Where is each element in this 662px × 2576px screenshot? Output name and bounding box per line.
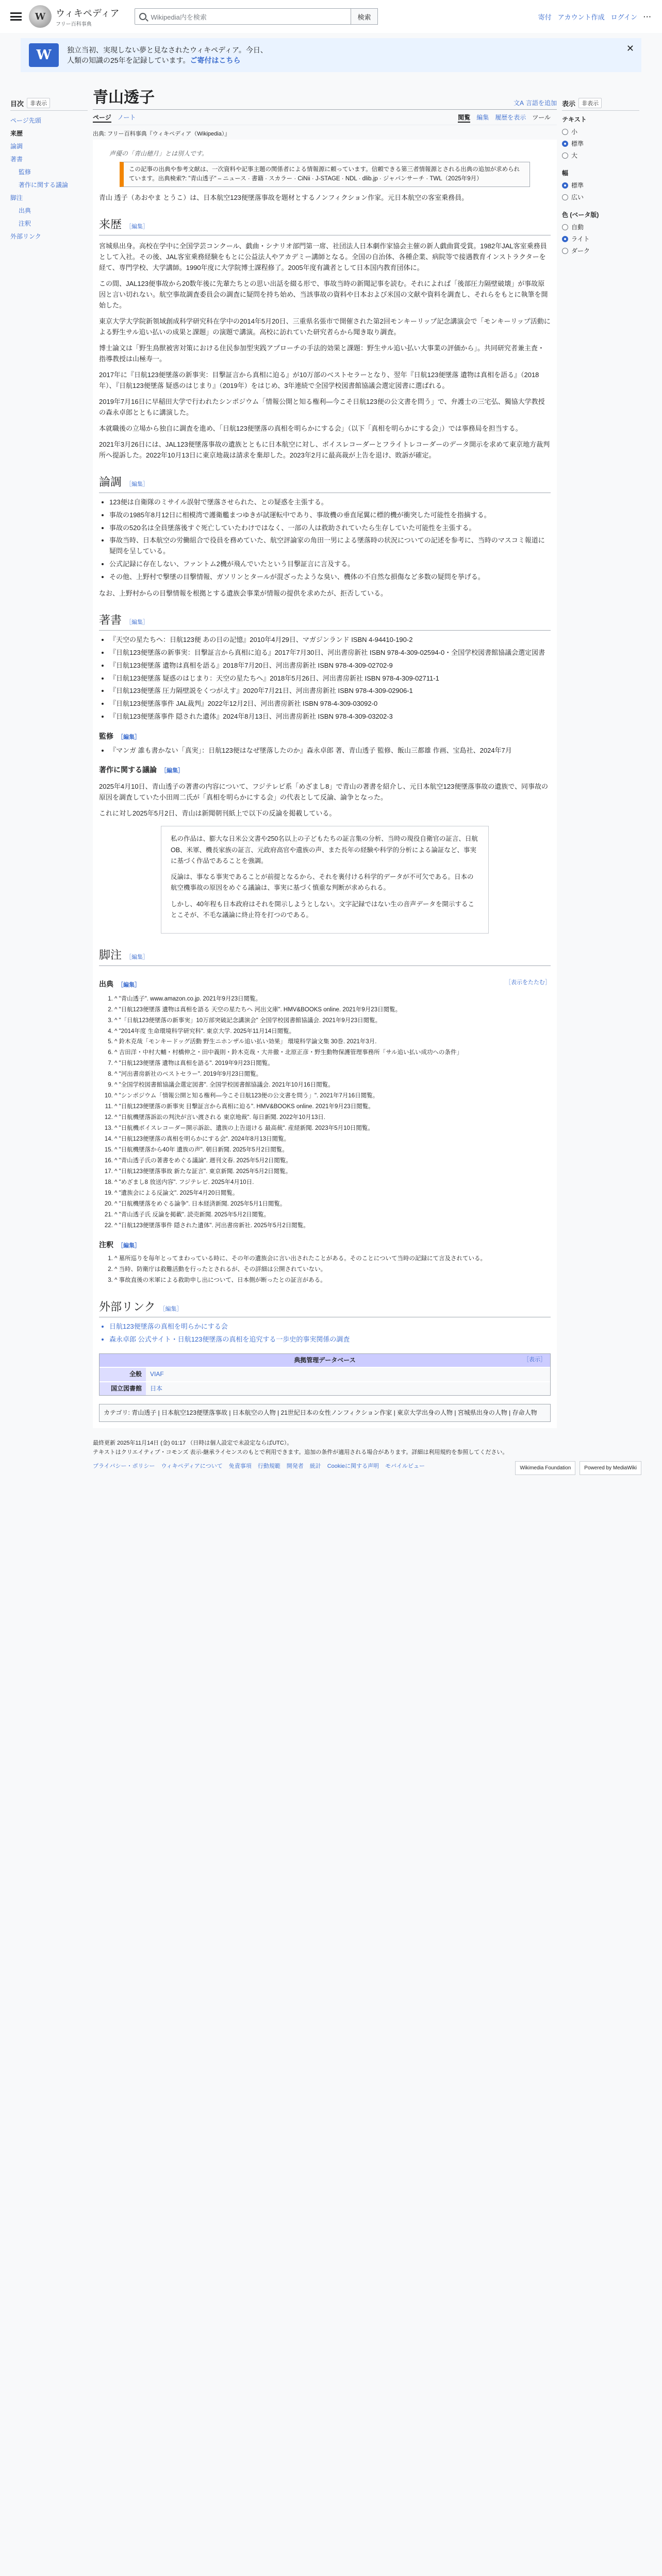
footer-link[interactable]: ウィキペディアについて: [161, 1463, 223, 1469]
reference-item: 15. ^ "日航機墜落から40年 遺族の声". 朝日新聞. 2025年5月2日閲覧。: [114, 1145, 551, 1155]
login-link[interactable]: ログイン: [610, 13, 637, 21]
book-item: • 『日航123便墜落 圧力隔壁説をくつがえす』2020年7月21日、河出書房新社 ISBN 978-4-309-02906-1: [109, 686, 551, 697]
navbox-title-text: 典拠管理データベース: [294, 1356, 356, 1364]
hatnote: 声優の「青山穂月」とは別人です。: [109, 150, 208, 157]
radio-button-icon: [562, 194, 568, 200]
section-ronchou-title: 論調: [99, 476, 122, 489]
appearance-panel: [562, 77, 639, 1428]
section-external-title: 外部リンク: [99, 1300, 156, 1313]
banner-donate-link[interactable]: ご寄付はこちら: [190, 56, 241, 64]
section-ronchou: [99, 473, 551, 493]
book-item: • 『日航123便墜落 疑惑のはじまり：天空の星たちへ』2018年5月26日、河出書房新社 ISBN 978-4-309-02711-1: [109, 673, 551, 684]
color-label: 色 (ベータ版): [562, 211, 599, 218]
radio-option[interactable]: [562, 138, 639, 149]
reference-item: 9. ^ "全国学校図書館協議会選定図書". 全国学校図書館協議会. 2021年10月16日閲覧。: [114, 1080, 551, 1090]
section-notes: [99, 946, 551, 966]
radio-label: 広い: [571, 194, 584, 201]
reference-item: 10. ^ "シンポジウム「情報公開と知る権利―今こそ日航123便の公文書を問う」". 2021年7月16日閲覧。: [114, 1091, 551, 1101]
radio-option[interactable]: [562, 245, 639, 257]
history-paragraph: 宮城県出身。高校在学中に全国学芸コンクール、戯曲・シナリオ部門第一席、社団法人日本劇作家協会主催の新人戯曲賞受賞。1982年JAL客室乗務員として入社。その後、JAL客室乗務経験をもとに公益法人やアカデミー講師となる。全国の自治体、各種企業、病院等で接遇教育インストラクターを経て、専門学校、大学講師。1990年度に大学院博士課程修了。2005年度有識者として日本国内教育団体に。: [99, 242, 547, 272]
reference-item: 6. ^ 吉田洋・中村大輔・村橋伸之・田中義則・鈴木克哉・大井徹・北原正彦・野生動物保護管理事務所「サル追い払い成功への条件」: [114, 1048, 551, 1058]
tab-tools[interactable]: ツール: [532, 114, 551, 121]
appearance-title: 表示: [562, 99, 576, 108]
collapse-refs-toggle[interactable]: ［表示をたたむ］: [505, 979, 551, 986]
toc-item[interactable]: 論調: [10, 143, 23, 150]
reference-item: 22. ^ "日航123便墜落事件 隠された遺体". 河出書房新社. 2025年5月2日閲覧。: [114, 1221, 551, 1231]
page-title: 青山透子: [93, 89, 155, 106]
history-paragraphs: [99, 241, 551, 461]
toc-item[interactable]: 著作に関する議論: [19, 181, 69, 189]
navbox-group: 国立図書館: [100, 1382, 146, 1395]
appearance-header: [562, 98, 639, 111]
history-paragraph: 博士論文は「野生鳥獣被害対策における住民参加型実践アプローチの手法的効果と課題：野生サル追い払い大事業の評価から」。共同研究者兼主査・指導教授は山極寿一。: [99, 344, 544, 363]
edit-section-link[interactable]: ［編集］: [126, 223, 149, 230]
site-footer: [93, 1438, 641, 1496]
edit-section-link[interactable]: ［編集］: [161, 768, 184, 774]
main-menu-icon[interactable]: [10, 12, 22, 21]
navbox-title: [100, 1354, 550, 1367]
page-source-line: 出典: フリー百科事典『ウィキペディア（Wikipedia）』: [93, 131, 230, 137]
section-history-title: 来歴: [99, 217, 122, 231]
section-giron: [99, 764, 551, 776]
reference-item: 18. ^ "めざまし8 放送内容". フジテレビ. 2025年4月10日.: [114, 1178, 551, 1188]
text-size-option: [562, 115, 639, 161]
license-text: テキストはクリエイティブ・コモンズ 表示-継承ライセンスのもとで利用できます。追加の条件が適用される場合があります。詳細は利用規約を参照してください。: [93, 1449, 508, 1456]
sources-warning-box: この記事の出典や参考文献は、一次資料や記事主題の関係者による情報源に頼っています。信頼できる第三者情報源とされる出典の追加が求められています。出典検索?: "青山透子" – ニュース · 書籍 · スカラー · CiNii · J-STAGE · NDL · dlib.jp · ジャパンサーチ · TWL（2025年9月）: [120, 162, 530, 187]
section-chuushaku-title: 注釈: [99, 1240, 113, 1249]
color-option: [562, 210, 639, 257]
tab-page[interactable]: ページ: [93, 113, 111, 123]
footer-link[interactable]: Cookieに関する声明: [327, 1463, 379, 1469]
table-of-contents: [10, 77, 88, 1428]
radio-label: 小: [571, 128, 578, 135]
book-item: • 『日航123便墜落 遺物は真相を語る』2018年7月20日、河出書房新社 ISBN 978-4-309-02702-9: [109, 660, 551, 671]
navbox-group: 全般: [100, 1368, 146, 1381]
title-row: [93, 84, 557, 110]
footer-link[interactable]: 行動規範: [257, 1463, 280, 1469]
edit-section-link[interactable]: ［編集］: [126, 481, 149, 488]
edit-section-link[interactable]: ［編集］: [118, 1242, 140, 1249]
reference-item: 7. ^ "日航123便墜落 遺物は真相を語る". 2019年9月23日閲覧。: [114, 1059, 551, 1069]
ronchou-after: なお、上野村からの目撃情報を根拠とする遺族会事業が情報の提供を求めたが、拒否している。: [99, 589, 388, 597]
section-external: [99, 1298, 551, 1318]
history-paragraph: 本就職後の立場から独自に調査を進め、「日航123便墜落の真相を明らかにする会」（以下「真相を明らかにする会」）では事務局を担当する。: [99, 425, 522, 433]
radio-button-icon: [562, 236, 568, 242]
toc-header: [10, 98, 88, 111]
quote-paragraph: 私の作品は、膨大な日米公文書や250名以上の子どもたちの証言集の分析、当時の現役自衛官の証言、日航OB、米軍、機長家族の証言、元政府高官や遺族の声、また長年の経験や科学的分析による論証など、事実に基づく作品であることを強調。: [171, 835, 478, 865]
radio-option[interactable]: [562, 126, 639, 138]
last-updated: 最終更新 2025年11月14日 (金) 01:17 （日時は個人設定で未設定ならばUTC）。: [93, 1439, 293, 1446]
reference-item: 1. ^ "青山透子". www.amazon.co.jp. 2021年9月23日閲覧。: [114, 994, 551, 1004]
tab-read[interactable]: 閲覧: [458, 113, 470, 123]
main-content: [93, 77, 557, 1428]
radio-button-icon: [562, 152, 568, 159]
wikipedia-w-icon: W: [29, 43, 59, 67]
ronchou-item: • 事故当時、日本航空の労働組合で役員を務めていた、航空評論家の角田一男による墜落時の状況についての記述を参考に、当時のマスコミ報道に疑問を呈している。: [109, 535, 551, 557]
giron-paragraph-2: これに対し2025年5月2日、青山は新聞朝刊紙上で以下の反論を掲載している。: [99, 809, 336, 818]
edit-section-link[interactable]: ［編集］: [118, 734, 140, 740]
text-size-label: テキスト: [562, 116, 587, 123]
radio-label: ダーク: [571, 247, 590, 255]
radio-label: 自動: [571, 224, 584, 231]
footer-link[interactable]: 開発者: [286, 1463, 304, 1469]
radio-label: 標準: [571, 140, 584, 147]
radio-option[interactable]: [562, 191, 639, 203]
reference-item: 13. ^ "日航機ボイスレコーダー開示訴訟、遺族の上告退ける 最高裁". 産経新聞. 2023年5月10日閲覧。: [114, 1124, 551, 1133]
external-link[interactable]: • 日航123便墜落の真相を明らかにする会: [109, 1321, 551, 1332]
add-languages-label: 言語を追加: [525, 99, 557, 107]
width-option: [562, 168, 639, 203]
radio-option[interactable]: [562, 149, 639, 161]
add-languages-button[interactable]: [514, 98, 557, 107]
footer-link[interactable]: 統計: [309, 1463, 321, 1469]
tab-talk[interactable]: ノート: [117, 114, 136, 121]
reference-item: 11. ^ "日航123便墜落の新事実 目撃証言から真相に迫る". HMV&BOOKS online. 2021年9月23日閲覧。: [114, 1102, 551, 1112]
category-links[interactable]: カテゴリ: 青山透子 | 日本航空123便墜落事故 | 日本航空の人物 | 21世紀日本の女性ノンフィクション作家 | 東京大学出身の人物 | 宮城県出身の人物 | 存命人物: [99, 1404, 551, 1421]
width-label: 幅: [562, 170, 569, 177]
footer-link[interactable]: プライバシー・ポリシー: [93, 1463, 155, 1469]
books-list: [99, 635, 551, 722]
toc-item[interactable]: 外部リンク: [10, 233, 41, 240]
search-input[interactable]: [135, 8, 351, 25]
mediawiki-badge[interactable]: Powered by MediaWiki: [580, 1461, 641, 1475]
close-icon[interactable]: ✕: [626, 43, 634, 54]
navbox-link[interactable]: 日本: [146, 1382, 550, 1395]
ronchou-item: • 公式記録に存在しない、ファントム2機が飛んでいたという目撃証言に言及する。: [109, 559, 551, 570]
site-header: [0, 0, 662, 33]
radio-button-icon: [562, 248, 568, 254]
section-books-title: 著書: [99, 613, 122, 626]
toc-item[interactable]: ページ先頭: [10, 117, 41, 124]
ronchou-item: • 事故の520名は全員墜落後すぐ死亡していたわけではなく、一部の人は救助されていたら生存していた可能性を主張する。: [109, 523, 551, 534]
ronchou-list: [99, 497, 551, 583]
toc-item[interactable]: 出典: [19, 207, 31, 214]
toc-title: 目次: [10, 99, 24, 108]
toc-item[interactable]: 注釈: [19, 220, 31, 227]
references-list: [99, 994, 551, 1231]
section-kanshu: [99, 731, 551, 742]
section-notes-title: 脚注: [99, 948, 122, 962]
radio-label: 大: [571, 152, 578, 159]
donation-banner: [21, 38, 641, 72]
quote-paragraph: 反論は、事なる事実であることが前提となるから、それを裏付ける科学的データが不可欠である。日本の航空機事故の原因をめぐる議論は、事実に基づく慎重な判断が求められる。: [171, 873, 474, 892]
wikipedia-logo-icon[interactable]: W: [29, 5, 52, 28]
reference-item: 17. ^ "日航123便墜落事故 新たな証言". 東京新聞. 2025年5月2日閲覧。: [114, 1167, 551, 1177]
reference-item: 2. ^ "日航123便墜落 遺物は真相を語る 天空の星たちへ 河出文庫". HMV&BOOKS online. 2021年9月23日閲覧。: [114, 1005, 551, 1015]
book-item: • 『日航123便墜落事件 隠された遺体』2024年8月13日、河出書房新社 ISBN 978-4-309-03202-3: [109, 711, 551, 722]
giron-paragraph: 2025年4月10日、青山透子の著書の内容について、フジテレビ系「めざまし8」で青山の著書を紹介し、元日本航空123便墜落事故の遺族で、同事故の原因を調査していた小田周二氏が「真相を明らかにする会」の代表として反論、論争となった。: [99, 783, 548, 802]
navbox-link[interactable]: VIAF: [146, 1368, 550, 1381]
radio-option[interactable]: [562, 221, 639, 233]
radio-option[interactable]: [562, 233, 639, 245]
section-giron-title: 著作に関する議論: [99, 766, 157, 774]
reference-item: 19. ^ "遺族会による反論文". 2025年4月20日閲覧。: [114, 1189, 551, 1198]
section-kanshu-title: 監修: [99, 732, 113, 740]
article-body: [93, 140, 557, 1428]
reference-item: 21. ^ "青山透子氏 反論を掲載". 読売新聞. 2025年5月2日閲覧。: [114, 1210, 551, 1220]
tab-edit[interactable]: 編集: [476, 114, 489, 121]
site-title: ウィキペディア: [56, 8, 120, 19]
authority-control-navbox: [99, 1353, 551, 1396]
navbox-toggle[interactable]: ［表示］: [523, 1356, 546, 1363]
section-history: [99, 215, 551, 235]
site-subtitle: フリー百科事典: [56, 21, 92, 27]
section-books: [99, 611, 551, 631]
user-links: [538, 12, 652, 22]
kanshu-item: • 『マンガ 誰も書かない「真実」：日航123便はなぜ墜落したのか』森永卓郎 著、青山透子 監修、飯山三都雄 作画、宝島社、2024年7月: [109, 745, 551, 756]
banner-line-2: 人類の知識の25年を記録しています。: [67, 56, 190, 64]
blockquote: [161, 826, 489, 934]
note-item: 2. ^ 当時、防衛庁は救難活動を行ったとされるが、その詳細は公開されていない。: [114, 1265, 551, 1275]
footer-link[interactable]: モバイルビュー: [385, 1463, 425, 1469]
radio-label: 標準: [571, 182, 584, 189]
note-item: 1. ^ 墓所巡りを毎年とってまわっている時に、その年の遺族会に言い出されたことがある。そのことについて当時の記録にて言及されている。: [114, 1254, 551, 1264]
ronchou-item: • 123便は自衛隊のミサイル誤射で墜落させられた、との疑惑を主張する。: [109, 497, 551, 508]
section-shutten-title: 出典: [99, 979, 113, 988]
notes-list: [99, 1254, 551, 1285]
reference-item: 4. ^ "2014年度 生命環境科学研究科". 東京大学. 2025年11月14日閲覧。: [114, 1027, 551, 1037]
toc-item[interactable]: 監修: [19, 168, 31, 176]
reference-item: 8. ^ "河出書房新社のベストセラー". 2019年9月23日閲覧。: [114, 1070, 551, 1079]
reference-item: 16. ^ "青山透子氏の著書をめぐる議論". 週刊文春. 2025年5月2日閲覧。: [114, 1156, 551, 1166]
donate-link[interactable]: 寄付: [538, 13, 552, 21]
external-link[interactable]: • 森永卓郎 公式サイト・日航123便墜落の真相を追究する一歩史的事実関係の調査: [109, 1334, 551, 1345]
site-brand[interactable]: [56, 6, 119, 27]
history-paragraph: 2017年に『日航123便墜落の新事実：目撃証言から真相に迫る』が10万部のベストセラーとなり、翌年『日航123便墜落 遺物は真相を語る』（2018年）、『日航123便墜落 疑惑のはじまり』（2019年）をはじめ、3年連続で全国学校図書館協議会選定図書に選ばれる。: [99, 371, 539, 390]
search-button[interactable]: 検索: [351, 8, 377, 25]
search-icon: [139, 13, 146, 20]
history-paragraph: 東京大学大学院新領域創成科学研究科在学中の2014年5月20日、三重県名張市で開催された第2回モンキーリップ記念講演会で「モンキーリップ活動による野生サル追い払いの成果と課題」の演題で講演。高校に訪れていた研究者らから聞き取り調査。: [99, 317, 551, 336]
banner-line-1: 独立当初、実現しない夢と見なされたウィキペディア。今日、: [67, 45, 268, 54]
book-item: • 『日航123便墜落事件 JAL裁判』2022年12月2日、河出書房新社 ISBN 978-4-309-03092-0: [109, 699, 551, 709]
lead-paragraph: 青山 透子（あおやま とうこ）は、日本航空123便墜落事故を題材とするノンフィクション作家。元日本航空の客室乗務員。: [99, 193, 469, 201]
radio-button-icon: [562, 224, 568, 230]
edit-section-link[interactable]: ［編集］: [118, 981, 140, 988]
radio-label: ライト: [571, 235, 590, 243]
radio-button-icon: [562, 129, 568, 135]
radio-button-icon: [562, 182, 568, 189]
tab-history[interactable]: 履歴を表示: [495, 114, 526, 121]
toc-item[interactable]: 脚注: [10, 194, 23, 201]
page-tabs: [93, 113, 557, 125]
reference-item: 12. ^ "日航機墜落訴訟の判決が言い渡される 東京地裁". 毎日新聞. 2022年10月13日.: [114, 1113, 551, 1123]
book-item: • 『天空の星たちへ：日航123便 あの日の記憶』2010年4月29日、マガジンランド ISBN 4-94410-190-2: [109, 635, 551, 646]
history-paragraph: 2021年3月26日には、JAL123便墜落事故の遺族とともに日本航空に対し、ボイスレコーダーとフライトレコーダーのデータ開示を求めて東京地方裁判所へ提訴した。2022年10月13日に東京地裁は請求を棄却した。2023年2月に最高裁が上告を退け、敗訴が確定。: [99, 440, 550, 460]
toc-hide-button[interactable]: 非表示: [27, 98, 50, 108]
toc-list: [10, 114, 88, 243]
reference-item: 20. ^ "日航機墜落をめぐる論争". 日本経済新聞. 2025年5月1日閲覧。: [114, 1199, 551, 1209]
external-links-list: [99, 1321, 551, 1345]
note-item: 3. ^ 事故直後の米軍による救助申し出について、日本側が断ったとの証言がある。: [114, 1276, 551, 1285]
footer-link[interactable]: 免責事項: [228, 1463, 252, 1469]
wikimedia-badge[interactable]: Wikimedia Foundation: [515, 1461, 575, 1475]
history-paragraph: 2019年7月16日に早稲田大学で行われたシンポジウム「情報公開と知る権利―今こそ日航123便の公文書を問う」で、弁護士の三宅弘、獨協大学教授の森永卓郎とともに講演した。: [99, 398, 545, 417]
history-paragraph: この間、JAL123便事故から20数年後に先輩たちとの思い出話を綴る形で、事故当時の新聞記事を読む。それによれば「後部圧力隔壁破壊」が事故原因と言い切れない。航空事故調査委員会の調査に疑問を持ち始め、当該事故の資料や日本および米国の文献や資料を調査し、それらをもとに執筆を開始した。: [99, 279, 548, 309]
banner-text: [67, 45, 268, 66]
section-chuushaku: [99, 1239, 551, 1251]
translate-icon: 文A: [513, 99, 524, 107]
appearance-hide-button[interactable]: 非表示: [578, 98, 602, 108]
ronchou-item: • その他、上野村で撃墜の目撃情報、ガソリンとタールが混ざったような臭い、機体の不自然な損傷など多数の疑問を挙げる。: [109, 572, 551, 583]
radio-button-icon: [562, 141, 568, 147]
toc-item[interactable]: 著書: [10, 156, 23, 163]
edit-section-link[interactable]: ［編集］: [126, 954, 149, 961]
ronchou-item: • 事故の1985年8月12日に相模湾で護衛艦まつゆきが試運転中であり、事故機の垂直尾翼に標的機が衝突した可能性を指摘する。: [109, 510, 551, 521]
create-account-link[interactable]: アカウント作成: [557, 13, 605, 21]
toc-item[interactable]: 来歴: [10, 130, 23, 137]
section-shutten: [99, 978, 140, 990]
kanshu-list: [99, 745, 551, 756]
search-placeholder: Wikipedia内を検索: [151, 13, 207, 21]
more-options-icon[interactable]: ···: [643, 12, 652, 21]
book-item: • 『日航123便墜落の新事実：目撃証言から真相に迫る』2017年7月30日、河出書房新社 ISBN 978-4-309-02594-0・全国学校図書館協議会選定図書: [109, 648, 551, 658]
reference-item: 14. ^ "日航123便墜落の真相を明らかにする会". 2024年8月13日閲覧。: [114, 1134, 551, 1144]
edit-section-link[interactable]: ［編集］: [159, 1306, 183, 1312]
reference-item: 3. ^ "「日航123便墜落の新事実」10万部突破記念講演会" 全国学校図書館協議会. 2021年9月23日閲覧。: [114, 1016, 551, 1026]
radio-option[interactable]: [562, 179, 639, 191]
quote-paragraph: しかし、40年程も日本政府はそれを開示しようとしない。文字記録ではない生の音声データを開示することこそが、不毛な議論に終止符を打つのである。: [171, 900, 474, 919]
edit-section-link[interactable]: ［編集］: [126, 619, 149, 625]
reference-item: 5. ^ 鈴木克哉「モンキードッグ活動 野生ニホンザル追い払い効果」 環境科学論文集 30巻. 2021年3月.: [114, 1037, 551, 1047]
